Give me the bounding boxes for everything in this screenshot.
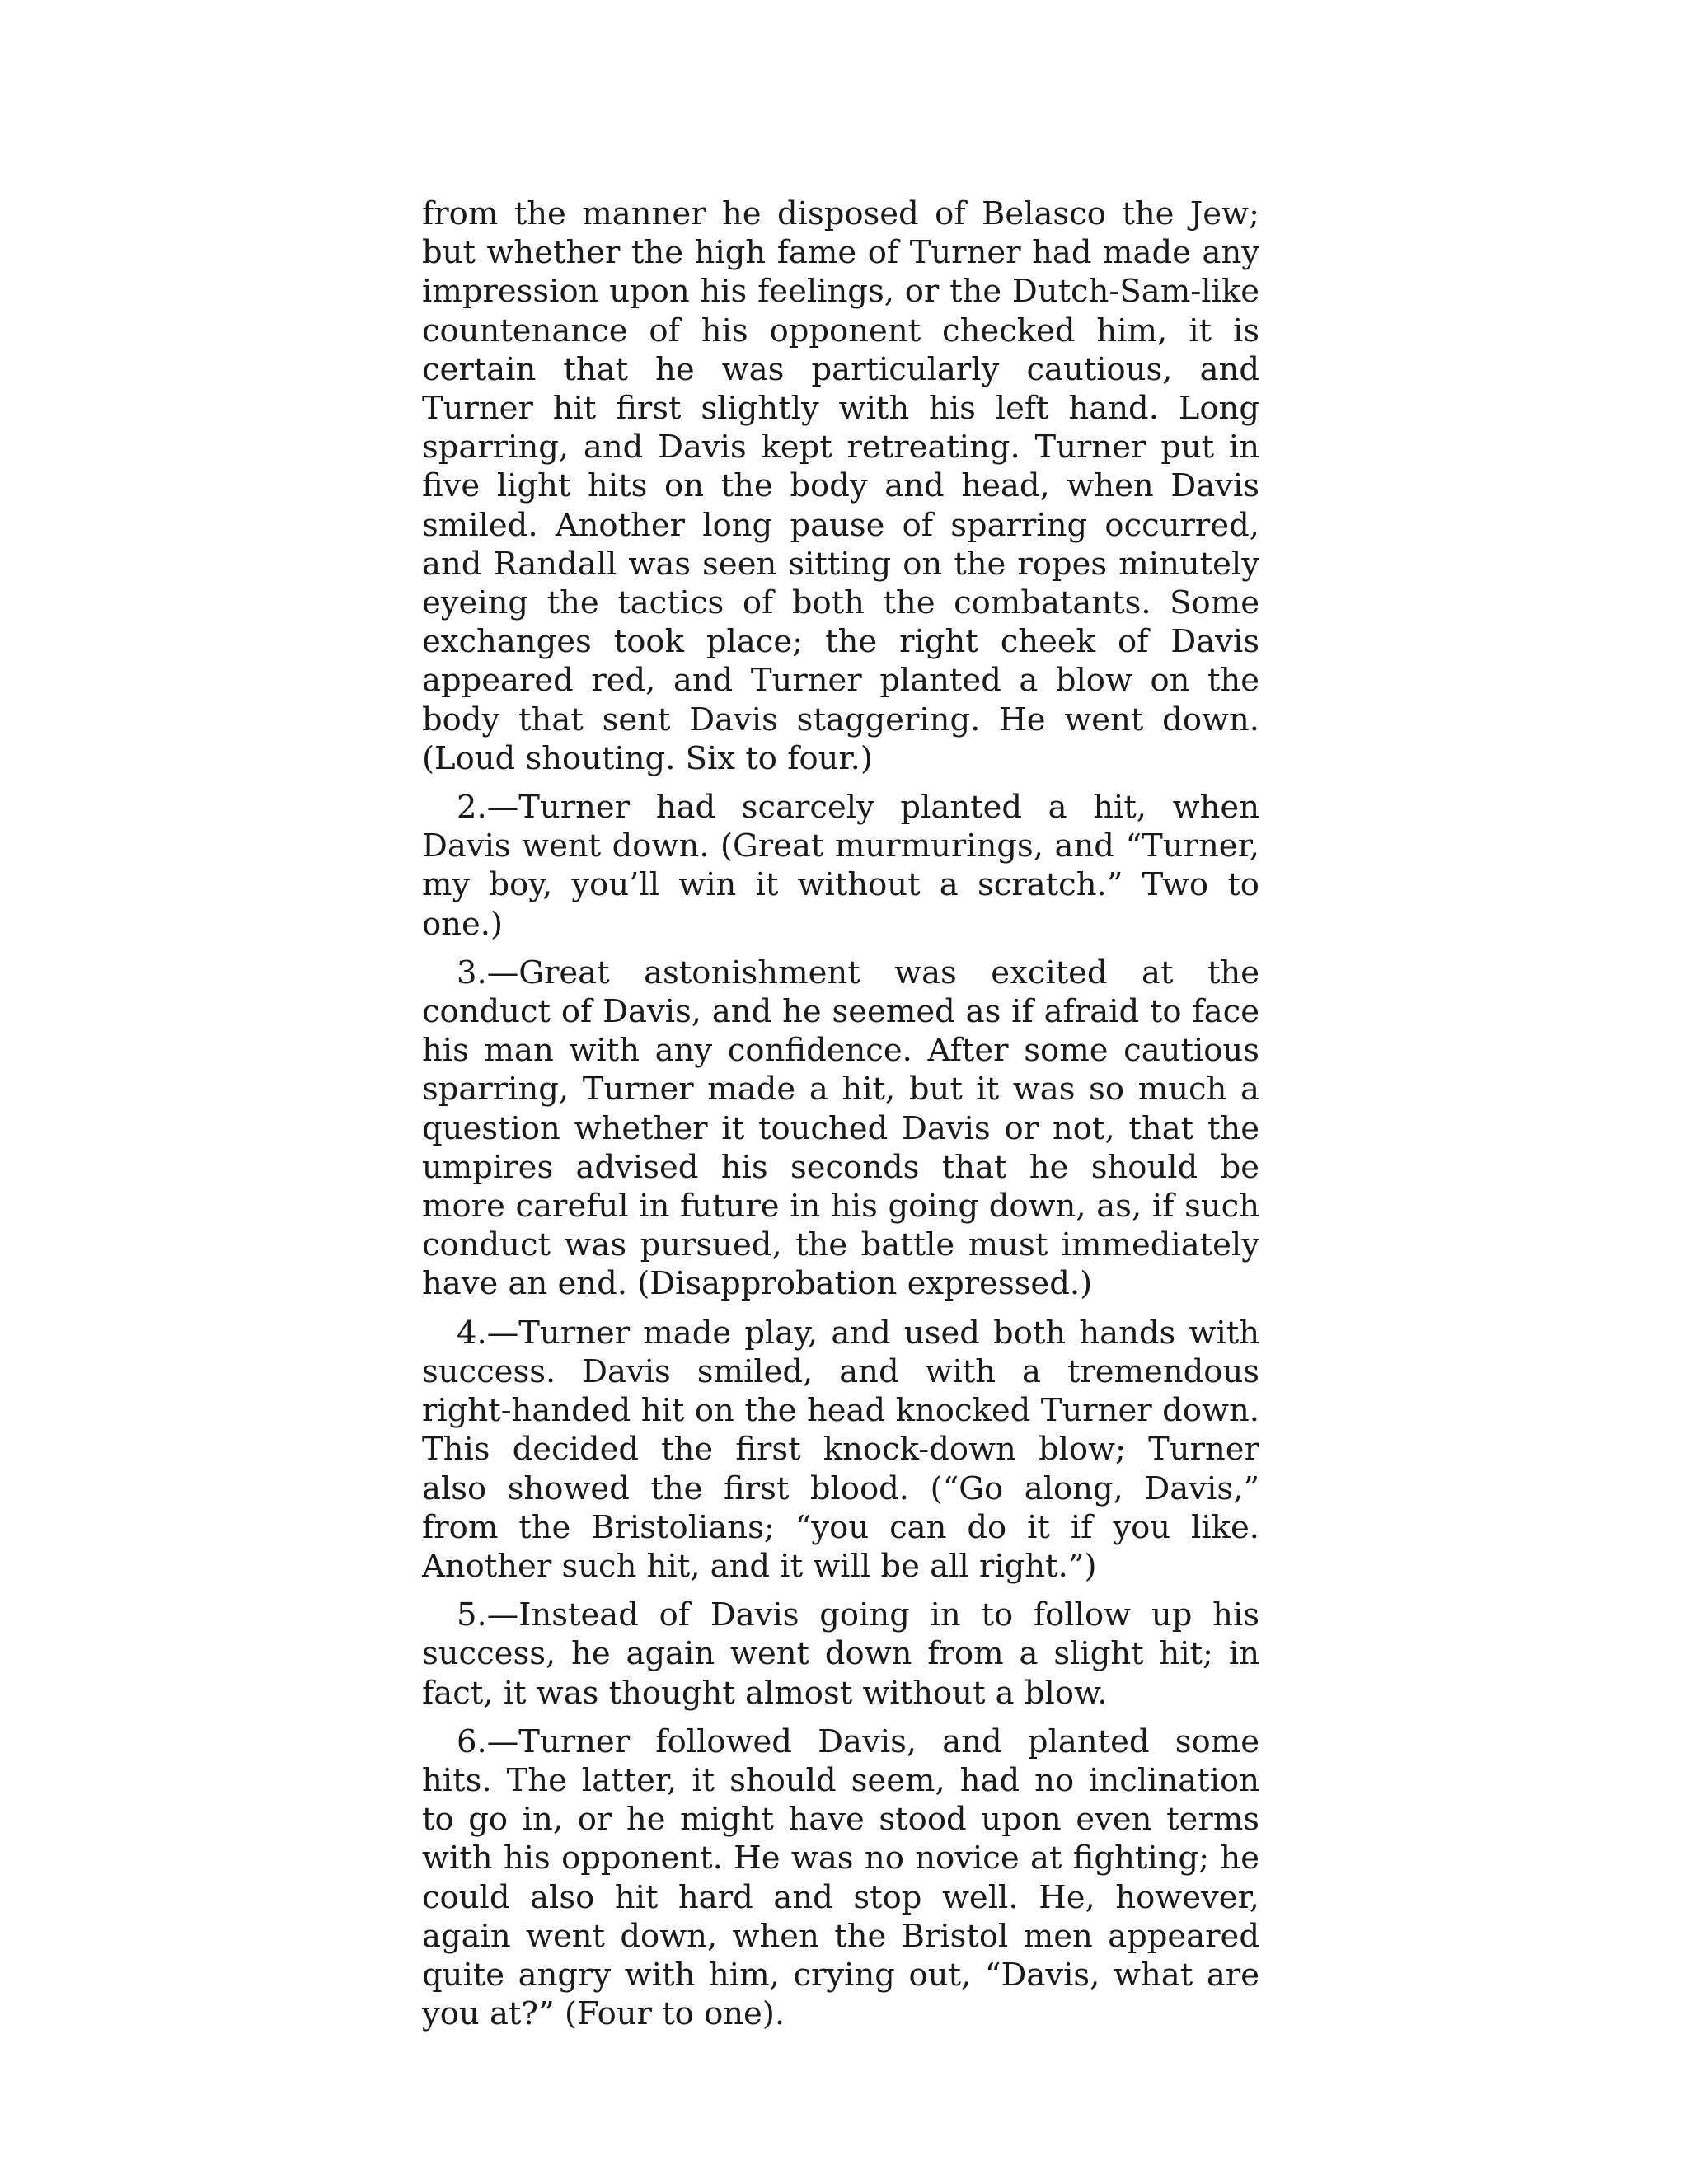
paragraph-round-2: 2.—Turner had scarcely planted a hit, when Davis went down. (Great murmurings, and “Turner, my boy, you’ll win it without a scratch.” Two to one.): [422, 789, 1259, 943]
paragraph-round-4: 4.—Turner made play, and used both hands with success. Davis smiled, and with a tremendous right-handed hit on the head knocked Turner down. This decided the first knock-down blow; Turner also showed the first blood. (“Go along, Davis,” from the Bristolians; “you can do it if you like. Another such hit, and it will be all right.”): [422, 1314, 1259, 1585]
paragraph-continuation: from the manner he disposed of Belasco the Jew; but whether the high fame of Turner had made any impression upon his feelings, or the Dutch-Sam-like countenance of his opponent checked him, it is certain that he was particularly cautious, and Turner hit first slightly with his left hand. Long sparring, and Davis kept retreating. Turner put in five light hits on the body and head, when Davis smiled. Another long pause of sparring occurred, and Randall was seen sitting on the ropes minutely eyeing the tactics of both the combatants. Some exchanges took place; the right cheek of Davis appeared red, and Turner planted a blow on the body that sent Davis staggering. He went down. (Loud shouting. Six to four.): [422, 195, 1259, 777]
paragraph-round-6: 6.—Turner followed Davis, and planted some hits. The latter, it should seem, had no inclination to go in, or he might have stood upon even terms with his opponent. He was no novice at fighting; he could also hit hard and stop well. He, however, again went down, when the Bristol men appeared quite angry with him, crying out, “Davis, what are you at?” (Four to one).: [422, 1722, 1259, 2033]
book-page: [422, 194, 1259, 2043]
paragraph-round-3: 3.—Great astonishment was excited at the conduct of Davis, and he seemed as if afraid to face his man with any confidence. After some cautious sparring, Turner made a hit, but it was so much a question whether it touched Davis or not, that the umpires advised his seconds that he should be more careful in future in his going down, as, if such conduct was pursued, the battle must immediately have an end. (Disapprobation expressed.): [422, 954, 1259, 1303]
paragraph-round-5: 5.—Instead of Davis going in to follow up his success, he again went down from a slight hit; in fact, it was thought almost without a blow.: [422, 1596, 1259, 1712]
